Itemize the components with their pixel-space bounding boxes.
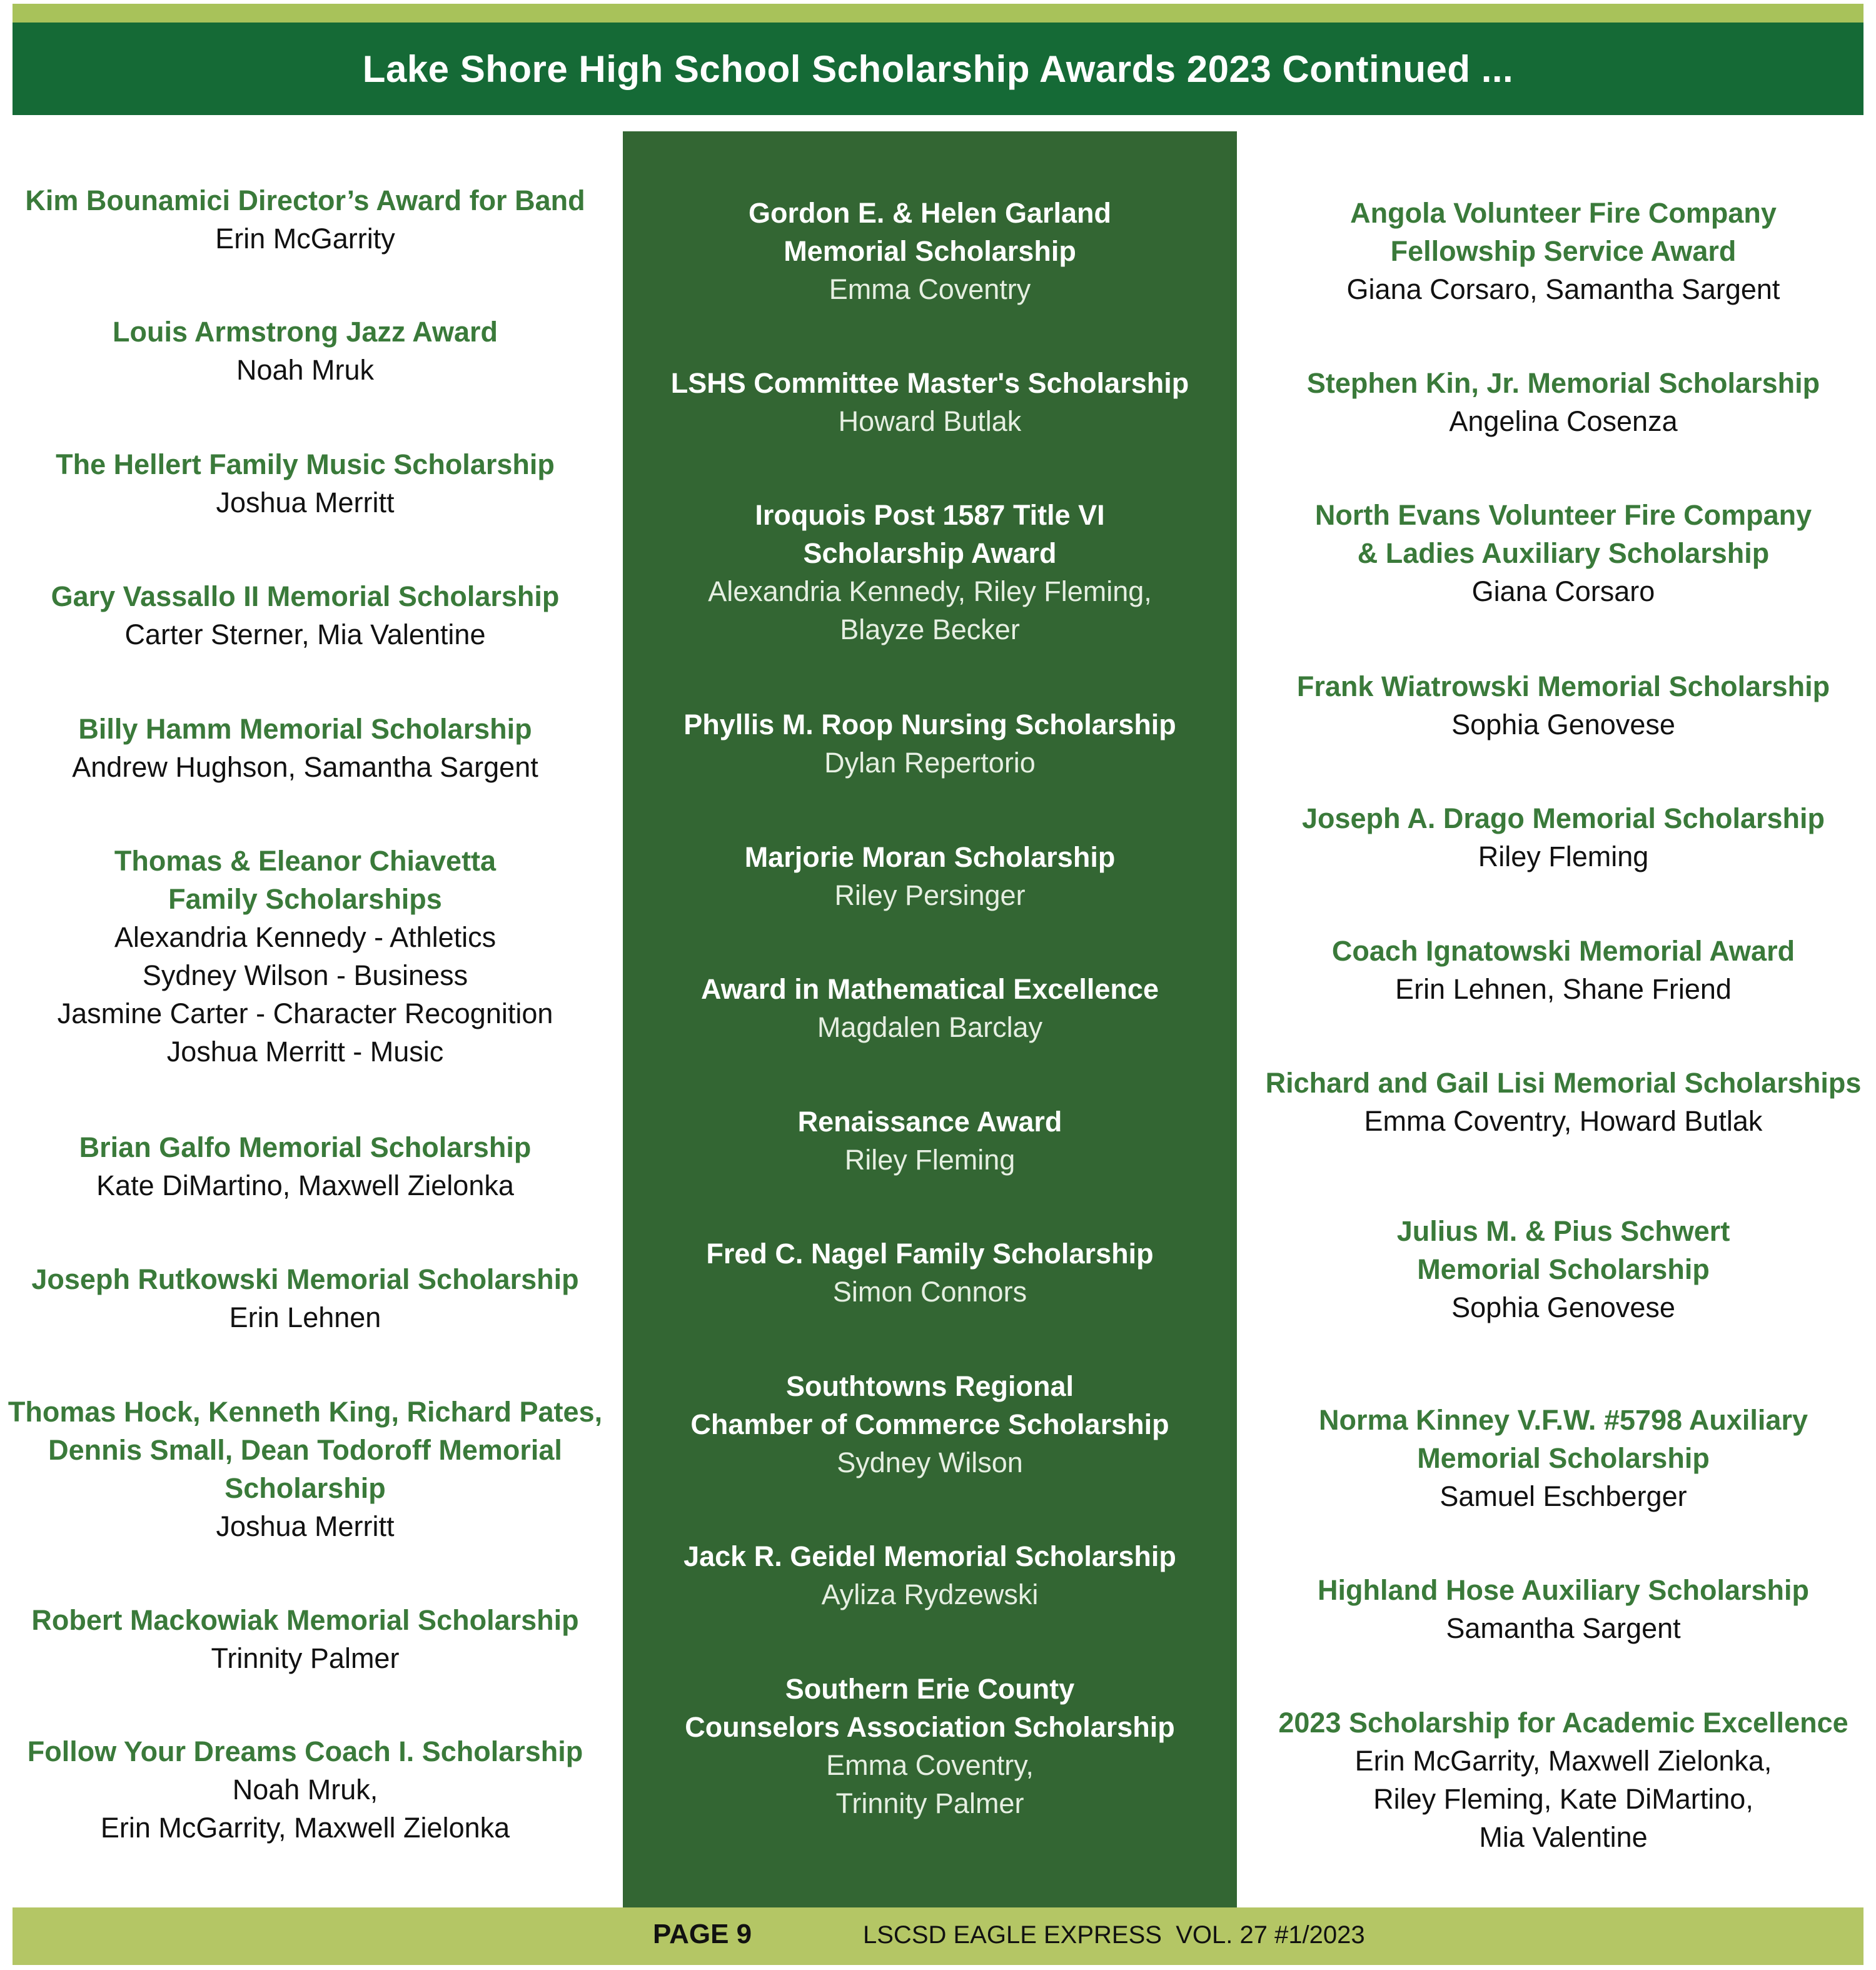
award-entry [623, 1537, 1237, 1614]
award-recipients: Alexandria Kennedy, Riley Fleming, Blayze Becker [708, 575, 1152, 645]
award-recipients: Emma Coventry [829, 273, 1031, 305]
award-title: Joseph Rutkowski Memorial Scholarship [31, 1263, 579, 1295]
award-title: Stephen Kin, Jr. Memorial Scholarship [1306, 367, 1820, 399]
award-entry [1258, 1571, 1868, 1647]
award-recipients: Riley Persinger [834, 879, 1026, 911]
award-recipients: Dylan Repertorio [824, 747, 1036, 779]
award-title: Marjorie Moran Scholarship [744, 841, 1116, 873]
award-entry [0, 1601, 610, 1677]
award-recipients: Carter Sterner, Mia Valentine [124, 619, 486, 650]
award-entry [1258, 667, 1868, 744]
award-title: Phyllis M. Roop Nursing Scholarship [683, 709, 1176, 740]
award-recipients: Sophia Genovese [1451, 1291, 1675, 1323]
award-entry [1258, 1064, 1868, 1140]
award-recipients: Howard Butlak [838, 405, 1022, 437]
award-entry [0, 1128, 610, 1205]
award-entry [623, 496, 1237, 649]
award-title: Highland Hose Auxiliary Scholarship [1317, 1574, 1809, 1606]
award-entry [1258, 1401, 1868, 1515]
award-entry [623, 1235, 1237, 1311]
award-entry [0, 313, 610, 389]
award-entry [1258, 932, 1868, 1008]
award-recipients: Erin Lehnen [229, 1301, 381, 1333]
page-title: Lake Shore High School Scholarship Awards 2023 Continued ... [362, 48, 1514, 90]
award-entry [0, 181, 610, 258]
award-entry [623, 194, 1237, 308]
award-recipients: Joshua Merritt [216, 487, 395, 518]
award-entry [0, 1732, 610, 1847]
award-recipients: Alexandria Kennedy - Athletics Sydney Wilson - Business Jasmine Carter - Character Recognition Joshua Merritt - Music [57, 921, 553, 1068]
award-title: Gordon E. & Helen Garland Memorial Scholarship [748, 197, 1112, 267]
award-recipients: Samantha Sargent [1446, 1612, 1681, 1644]
award-title: Thomas & Eleanor Chiavetta Family Scholarships [114, 845, 497, 915]
award-title: Coach Ignatowski Memorial Award [1331, 935, 1795, 967]
award-entry [1258, 496, 1868, 610]
award-title: Southtowns Regional Chamber of Commerce Scholarship [690, 1370, 1169, 1440]
award-recipients: Samuel Eschberger [1440, 1480, 1687, 1512]
award-recipients: Kate DiMartino, Maxwell Zielonka [96, 1169, 514, 1201]
award-title: Follow Your Dreams Coach I. Scholarship [27, 1735, 583, 1767]
award-recipients: Sophia Genovese [1451, 709, 1675, 740]
award-recipients: Simon Connors [832, 1276, 1027, 1308]
award-entry [1258, 1704, 1868, 1856]
award-entry [0, 1260, 610, 1336]
award-recipients: Magdalen Barclay [817, 1011, 1043, 1043]
award-title: Jack R. Geidel Memorial Scholarship [683, 1540, 1176, 1572]
award-entry [1258, 364, 1868, 440]
award-title: LSHS Committee Master's Scholarship [670, 367, 1189, 399]
award-title: Angola Volunteer Fire Company Fellowship Service Award [1350, 197, 1777, 267]
award-recipients: Angelina Cosenza [1449, 405, 1678, 437]
publication-info: LSCSD EAGLE EXPRESS VOL. 27 #1/2023 [863, 1921, 1365, 1949]
award-title: Kim Bounamici Director’s Award for Band [25, 184, 585, 216]
award-recipients: Trinnity Palmer [211, 1642, 400, 1674]
award-title: Julius M. & Pius Schwert Memorial Scholarship [1396, 1215, 1730, 1285]
award-entry [1258, 1212, 1868, 1326]
award-title: The Hellert Family Music Scholarship [56, 448, 555, 480]
award-recipients: Riley Fleming [1478, 841, 1649, 872]
page-number: PAGE 9 [653, 1919, 752, 1949]
award-title: Joseph A. Drago Memorial Scholarship [1301, 802, 1825, 834]
award-entry [0, 577, 610, 654]
award-entry [623, 364, 1237, 440]
page-header [13, 23, 1863, 115]
award-recipients: Riley Fleming [844, 1144, 1016, 1176]
award-title: Fred C. Nagel Family Scholarship [706, 1238, 1154, 1270]
award-recipients: Sydney Wilson [837, 1447, 1023, 1478]
award-entry [623, 1670, 1237, 1822]
award-recipients: Emma Coventry, Trinnity Palmer [826, 1749, 1034, 1819]
award-entry [1258, 194, 1868, 308]
award-title: Billy Hamm Memorial Scholarship [78, 713, 532, 745]
award-title: Renaissance Award [797, 1106, 1062, 1138]
award-recipients: Noah Mruk [236, 354, 375, 386]
award-entry [623, 1103, 1237, 1179]
award-title: Thomas Hock, Kenneth King, Richard Pates, Dennis Small, Dean Todoroff Memorial Scholarship [8, 1396, 603, 1504]
award-title: Norma Kinney V.F.W. #5798 Auxiliary Memorial Scholarship [1318, 1404, 1808, 1474]
award-recipients: Giana Corsaro [1471, 575, 1655, 607]
award-entry [0, 842, 610, 1071]
award-title: Brian Galfo Memorial Scholarship [79, 1131, 532, 1163]
award-entry [0, 1393, 610, 1545]
award-entry [623, 970, 1237, 1046]
award-entry [623, 705, 1237, 782]
award-recipients: Erin McGarrity [215, 223, 395, 255]
award-recipients: Emma Coventry, Howard Butlak [1364, 1105, 1763, 1137]
award-title: Robert Mackowiak Memorial Scholarship [31, 1604, 579, 1636]
award-title: Iroquois Post 1587 Title VI Scholarship Award [755, 499, 1105, 569]
award-recipients: Andrew Hughson, Samantha Sargent [72, 751, 538, 783]
award-title: Gary Vassallo II Memorial Scholarship [51, 580, 560, 612]
award-entry [1258, 799, 1868, 876]
award-title: Louis Armstrong Jazz Award [113, 316, 498, 348]
page-footer [13, 1907, 1863, 1965]
award-recipients: Erin McGarrity, Maxwell Zielonka, Riley Fleming, Kate DiMartino, Mia Valentine [1354, 1745, 1772, 1853]
award-entry [623, 838, 1237, 914]
award-title: Southern Erie County Counselors Association Scholarship [685, 1673, 1175, 1743]
award-recipients: Ayliza Rydzewski [821, 1579, 1039, 1610]
award-entry [0, 445, 610, 522]
award-title: Frank Wiatrowski Memorial Scholarship [1296, 670, 1830, 702]
award-entry [0, 710, 610, 786]
award-title: Richard and Gail Lisi Memorial Scholarships [1265, 1067, 1862, 1099]
top-accent-bar [13, 4, 1863, 23]
award-recipients: Noah Mruk, Erin McGarrity, Maxwell Zielonka [100, 1774, 510, 1844]
award-title: North Evans Volunteer Fire Company & Ladies Auxiliary Scholarship [1314, 499, 1812, 569]
award-entry [623, 1367, 1237, 1482]
award-recipients: Joshua Merritt [216, 1510, 395, 1542]
award-recipients: Erin Lehnen, Shane Friend [1395, 973, 1732, 1005]
award-title: 2023 Scholarship for Academic Excellence [1278, 1707, 1848, 1739]
award-recipients: Giana Corsaro, Samantha Sargent [1346, 273, 1780, 305]
award-title: Award in Mathematical Excellence [701, 973, 1159, 1005]
